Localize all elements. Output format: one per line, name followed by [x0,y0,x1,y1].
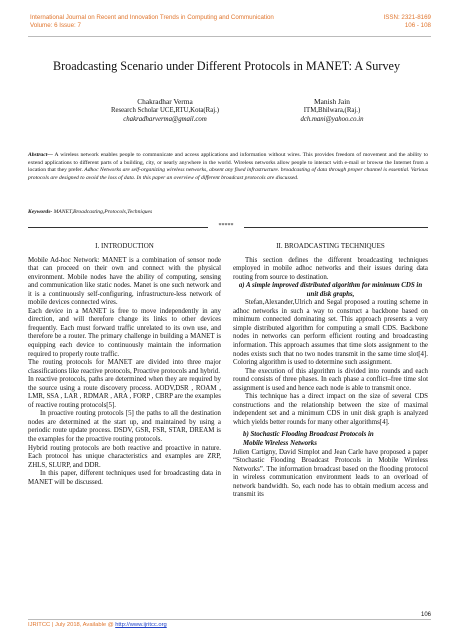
intro-paragraph: Mobile Ad-hoc Network: MANET is a combination of sensor node that can proceed on their own and connect with the physical environment. Mobile nodes have the ability of computing, sensing and communication like static nodes. Manet is one such network and it is a continuously self-configuring, infrastructure-less network of mobile devices connected wires. [28,256,221,307]
abstract-text: A wireless network enables people to communicate and access applications and information without wires. This provides freedom of movement and the ability to extend applications to different parts of a building, city, or nearly anywhere in the world. Wireless networks allow people to interact with e-mail or browse the Internet from a location that they prefer. [28,152,428,174]
footer [28,622,167,628]
paper-title: Broadcasting Scenario under Different Protocols in MANET: A Survey [52,59,401,73]
subsection-a-heading: a) A simple improved distributed algorithm for minimum CDS in unit disk graphs, [238,282,423,298]
journal-header [30,14,274,29]
journal-volume: Volume: 6 Issue: 7 [30,21,81,29]
intro-paragraph: The routing protocols for MANET are divided into three major classifications like reactive protocols, Proactive protocols and hybrid. [28,359,221,375]
author-2-name: Manish Jain [314,97,350,106]
body-paragraph: Julien Cartigny, David Simplot and Jean Carle have proposed a paper “Stochastic Flooding Broadcast Protocols in Mobile Wireless Networks”. The information broadcast based on the flooding protocol in wireless communication environment leads to an overload of network bandwidth. So, each node has to obtain medium access and transmit its [233,448,428,499]
keywords-label: Keywords- [28,209,53,215]
keywords [28,209,428,215]
author-2-affiliation: ITM,Bhilwara,(Raj.) [303,107,361,115]
body-paragraph: This section defines the different broadcasting techniques employed in mobile adhoc networks and their issues during data routing from source to destination. [233,256,428,281]
separator-line-left [28,227,208,228]
journal-name: International Journal on Recent and Innovation Trends in Computing and Communication [30,14,274,21]
author-1-email: chakradharverma@gmail.com [123,116,207,124]
section-1-heading: I. INTRODUCTION [95,242,154,250]
abstract [28,152,428,183]
intro-paragraph: In this paper, different techniques used for broadcasting data in MANET will be discussed. [28,470,221,486]
author-1-affiliation: Research Scholar UCE,RTU,Kota(Raj.) [110,107,220,115]
subsection-b-heading-line2: Mobile Wireless Networks [243,440,317,448]
author-1 [80,97,250,125]
column-left [28,242,221,487]
abstract-label: Abstract— [28,152,53,158]
author-2-email: dch.mani@yahoo.co.in [300,116,364,124]
page-range: 106 - 108 [404,21,431,29]
issn: ISSN: 2321-8169 [383,14,431,21]
separator-line-right [244,227,428,228]
body-paragraph: This technique has a direct impact on the size of several CDS constructions and the relationship between the size of maximal independent set and a minimum CDS in unit disk graph is analyzed which yields better rounds for many other algorithms[4]. [233,393,428,426]
issn-header [384,14,431,29]
column-right [233,242,428,500]
author-2 [247,97,417,125]
body-paragraph: Stefan,Alexander,Ulrich and Segal proposed a routing scheme in adhoc networks in such a way to construct a backbone based on minimum connected dominating set. This approach presents a very simple distributed algorithm for computing a small CDS. Backbone nodes in networks can perform efficient routing and broadcasting information. This approach assumes that time slots assignment to the nodes exists such that no two nodes transmit in the same time slot[4]. Coloring algorithm is used to determine such assignment. [233,299,428,367]
intro-paragraph: In reactive protocols, paths are determined when they are required by the source using a route discovery process. AODV,DSR , ROAM , LMR, SSA , LAR , RDMAR , ARA , FORP , CBRP are the examples of reactive routing protocols[5]. [28,376,221,409]
footer-text: IJRITCC | July 2018, Available @ [28,622,116,628]
page-number: 106 [420,612,431,618]
separator-stars: ***** [218,223,234,229]
intro-paragraph: Each device in a MANET is free to move independently in any direction, and will therefore change its links to other devices frequently. Each must forward traffic unrelated to its own use, and therefore be a router. The primary challenge in building a MANET is equipping each device to continuously maintain the information required to properly route traffic. [28,307,221,358]
header-rule [28,36,431,37]
footer-rule [28,619,431,620]
section-separator [28,223,428,231]
author-1-name: Chakradhar Verma [137,97,193,106]
journal-link[interactable]: http://www.ijritcc.org [115,622,167,628]
section-2-heading: II. BROADCASTING TECHNIQUES [276,242,385,250]
keywords-text: MANET,Broadcasting,Protocols,Techniques [52,209,153,215]
intro-paragraph: Hybrid routing protocols are both reactive and proactive in nature. Each protocol has unique characteristics and examples are ZRP, ZHLS, SLURP, and DDR. [28,444,221,469]
subsection-b-heading: b) Stochastic Flooding Broadcast Protocols in [243,431,374,439]
body-paragraph: The execution of this algorithm is divided into rounds and each round consists of three phases. In each phase a conflict–free time slot assignment is used and hence each node is able to transmit once. [233,367,428,392]
abstract-text-italic: Adhoc Networks are self-organizing wireless networks, absent any fixed infrastructure. broadcasting of data through proper channel is essential. Various protocols are designed to avoid the loss of data. In this paper an overview of different broadcast protocols are discussed. [28,167,428,182]
intro-paragraph: In proactive routing protocols [5] the paths to all the destination nodes are determined at the start up, and maintained by using a periodic route update process. DSDV, GSR, FSR, STAR, DREAM is the examples for the proactive routing protocols. [28,410,221,444]
